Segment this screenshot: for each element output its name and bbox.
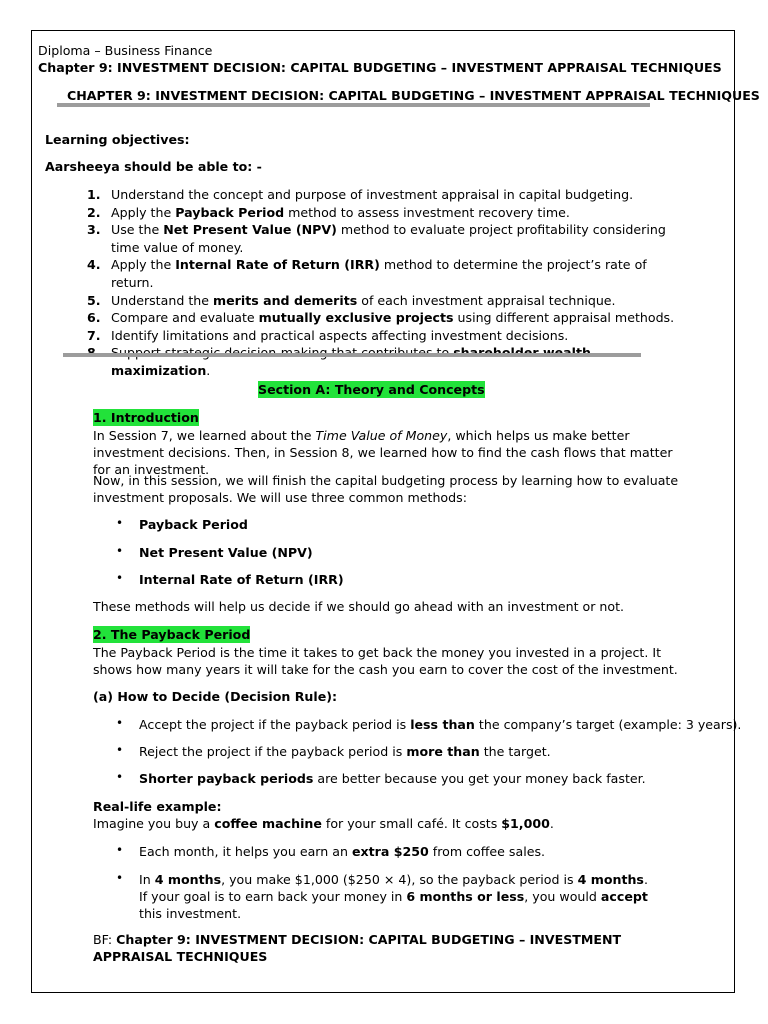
introduction-paragraph-2: Now, in this session, we will finish the capital budgeting process by learning how to evaluate investment proposals. We will use three common methods:	[93, 473, 679, 505]
payback-paragraph: The Payback Period is the time it takes to get back the money you invested in a project. It shows how many years it will take for the cash you earn to cover the cost of the investment.	[93, 645, 678, 677]
objective-item	[87, 204, 687, 222]
introduction-heading: 1. Introduction	[93, 410, 199, 425]
objective-item	[87, 221, 687, 256]
objective-item	[87, 186, 687, 204]
objective-number: 6.	[87, 310, 101, 326]
introduction-paragraph-3: These methods will help us decide if we should go ahead with an investment or not.	[93, 599, 625, 614]
objective-emphasis: Payback Period	[175, 204, 285, 220]
objective-text: .	[206, 362, 211, 378]
objective-text: method to evaluate project profitability considering time value of money.	[111, 222, 666, 255]
objective-text: Identify limitations and practical aspects affecting investment decisions.	[111, 327, 569, 343]
bullet-icon: •	[116, 871, 124, 885]
section-a-title: Section A: Theory and Concepts	[258, 382, 485, 397]
objective-number: 1.	[87, 187, 101, 202]
objective-item	[87, 327, 687, 345]
bullet-icon: •	[116, 571, 124, 585]
objectives-rule	[63, 353, 641, 357]
bullet-icon: •	[116, 716, 124, 730]
objective-text: Use the	[111, 222, 164, 238]
objective-number: 5.	[87, 292, 101, 308]
objective-number: 3.	[87, 222, 101, 238]
objective-item	[87, 256, 687, 291]
objective-text: Apply the	[111, 204, 176, 220]
example-heading: Real-life example:	[93, 799, 222, 814]
decision-rule-item: Reject the project if the payback period is more than the target.	[139, 744, 551, 759]
objective-emphasis: maximization	[111, 362, 207, 378]
objective-text: using different appraisal methods.	[453, 310, 675, 326]
objectives-intro: Aarsheeya should be able to: -	[45, 159, 262, 174]
chapter-title: CHAPTER 9: INVESTMENT DECISION: CAPITAL BUDGETING – INVESTMENT APPRAISAL TECHNIQUES	[67, 88, 760, 103]
chapter-line: Chapter 9: INVESTMENT DECISION: CAPITAL BUDGETING – INVESTMENT APPRAISAL TECHNIQUES	[38, 60, 722, 75]
method-item: Internal Rate of Return (IRR)	[139, 572, 344, 587]
objective-number: 2.	[87, 204, 101, 220]
objective-text: Apply the	[111, 257, 176, 273]
method-item: Payback Period	[139, 517, 248, 532]
payback-heading: 2. The Payback Period	[93, 627, 251, 642]
decision-rule-item: Accept the project if the payback period is less than the company’s target (example: 3 years).	[139, 717, 742, 732]
objective-emphasis: Internal Rate of Return (IRR)	[175, 257, 380, 273]
objective-emphasis: mutually exclusive projects	[258, 310, 454, 326]
objective-emphasis: merits and demerits	[213, 292, 358, 308]
objective-text: Understand the	[111, 292, 213, 308]
title-rule	[57, 103, 650, 107]
example-item: Each month, it helps you earn an extra $250 from coffee sales.	[139, 844, 546, 859]
bullet-icon: •	[116, 516, 124, 530]
objectives-list	[87, 186, 687, 380]
italic-term: Time Value of Money	[315, 428, 448, 443]
objective-text: Understand the concept and purpose of investment appraisal in capital budgeting.	[111, 187, 634, 202]
objective-item	[87, 344, 687, 379]
objective-text: of each investment appraisal technique.	[357, 292, 616, 308]
objective-text: Compare and evaluate	[111, 310, 259, 326]
objectives-heading: Learning objectives:	[45, 132, 190, 147]
objective-number: 4.	[87, 257, 101, 273]
page-footer: BF: Chapter 9: INVESTMENT DECISION: CAPITAL BUDGETING – INVESTMENT APPRAISAL TECHNIQUES	[93, 932, 622, 964]
objective-emphasis: Net Present Value (NPV)	[163, 222, 337, 238]
bullet-icon: •	[116, 544, 124, 558]
objective-item	[87, 309, 687, 327]
bullet-icon: •	[116, 843, 124, 857]
course-name: Diploma – Business Finance	[38, 43, 213, 58]
objective-text: method to assess investment recovery time.	[284, 204, 570, 220]
objective-text: method to determine the project’s rate of return.	[111, 257, 647, 290]
objective-number: 7.	[87, 327, 101, 343]
example-paragraph: Imagine you buy a coffee machine for your small café. It costs $1,000.	[93, 816, 554, 831]
bullet-icon: •	[116, 770, 124, 784]
example-item-continuation: If your goal is to earn back your money in 6 months or less, you would accept this investment.	[139, 889, 648, 921]
bullet-icon: •	[116, 743, 124, 757]
method-item: Net Present Value (NPV)	[139, 545, 313, 560]
decision-rule-heading: (a) How to Decide (Decision Rule):	[93, 689, 338, 704]
decision-rule-item: Shorter payback periods are better because you get your money back faster.	[139, 771, 646, 786]
objective-item	[87, 292, 687, 310]
example-item: In 4 months, you make $1,000 ($250 × 4), so the payback period is 4 months.	[139, 872, 648, 887]
introduction-paragraph-1: In Session 7, we learned about the Time Value of Money, which helps us make better investment decisions. Then, in Session 8, we learned how to find the cash flows that matter for an investment.	[93, 428, 673, 477]
